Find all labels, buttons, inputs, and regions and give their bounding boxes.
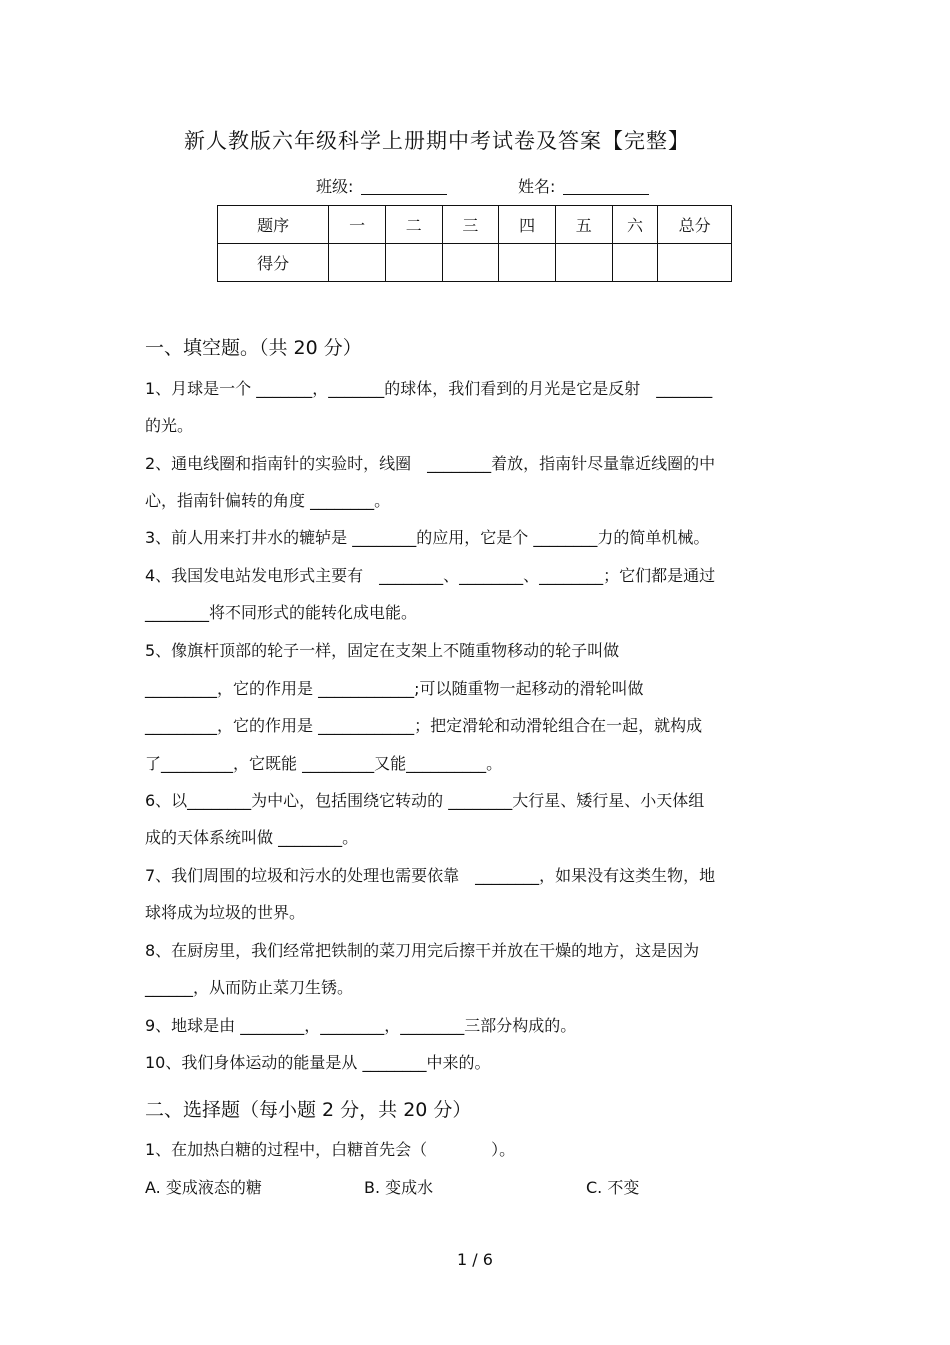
class-field xyxy=(316,174,447,197)
option-b[interactable]: B. 变成水 xyxy=(364,1178,434,1197)
page-number: 1 / 6 xyxy=(457,1250,493,1269)
question-line: 2、通电线圈和指南针的实验时，线圈 ________着放，指南针尽量靠近线圈的中 xyxy=(145,454,716,473)
question-line: 1、月球是一个 _______，_______的球体，我们看到的月光是它是反射 _______ xyxy=(145,379,713,398)
option-a[interactable]: A. 变成液态的糖 xyxy=(145,1178,262,1197)
score-cell[interactable] xyxy=(499,244,556,282)
header-cell: 总分 xyxy=(658,206,732,244)
header-cell: 四 xyxy=(499,206,556,244)
class-label: 班级: xyxy=(316,177,354,196)
header-cell: 题序 xyxy=(218,206,329,244)
question-line: 10、我们身体运动的能量是从 ________中来的。 xyxy=(145,1053,491,1072)
question-line: ______，从而防止菜刀生锈。 xyxy=(145,978,354,997)
question-line: 8、在厨房里，我们经常把铁制的菜刀用完后擦干并放在干燥的地方，这是因为 xyxy=(145,941,700,960)
question-line: _________，它的作用是 ____________；把定滑轮和动滑轮组合在一起，就构成 xyxy=(145,716,703,735)
score-row-label: 得分 xyxy=(218,244,329,282)
score-cell[interactable] xyxy=(442,244,499,282)
score-header-row xyxy=(218,206,732,244)
choice-question: 1、在加热白糖的过程中，白糖首先会（ ）。 xyxy=(145,1140,516,1159)
question-line: 了_________，它既能 _________又能__________。 xyxy=(145,754,503,773)
name-blank[interactable] xyxy=(563,178,649,195)
header-cell: 一 xyxy=(329,206,386,244)
name-field xyxy=(518,174,649,197)
header-cell: 五 xyxy=(555,206,612,244)
question-line: 7、我们周围的垃圾和污水的处理也需要依靠 ________，如果没有这类生物，地 xyxy=(145,866,716,885)
score-cell[interactable] xyxy=(658,244,732,282)
exam-title: 新人教版六年级科学上册期中考试卷及答案【完整】 xyxy=(184,129,690,153)
question-line: 的光。 xyxy=(145,416,194,435)
question-line: _________，它的作用是 ____________;可以随重物一起移动的滑轮叫做 xyxy=(145,679,644,698)
question-line: 9、地球是由 ________，________，________三部分构成的。 xyxy=(145,1016,577,1035)
score-cell[interactable] xyxy=(385,244,442,282)
question-line: 3、前人用来打井水的辘轳是 ________的应用，它是个 ________力的简单机械。 xyxy=(145,528,710,547)
question-line: ________将不同形式的能转化成电能。 xyxy=(145,603,418,622)
header-cell: 二 xyxy=(385,206,442,244)
score-cell[interactable] xyxy=(555,244,612,282)
section2-heading: 二、选择题（每小题 2 分，共 20 分） xyxy=(145,1099,472,1121)
header-cell: 三 xyxy=(442,206,499,244)
score-cell[interactable] xyxy=(612,244,658,282)
class-blank[interactable] xyxy=(361,178,447,195)
option-c[interactable]: C. 不变 xyxy=(586,1178,640,1197)
question-line: 成的天体系统叫做 ________。 xyxy=(145,828,359,847)
score-value-row xyxy=(218,244,732,282)
question-line: 6、以________为中心，包括围绕它转动的 ________大行星、矮行星、小天体组 xyxy=(145,791,705,810)
question-line: 5、像旗杆顶部的轮子一样，固定在支架上不随重物移动的轮子叫做 xyxy=(145,641,620,660)
score-table xyxy=(217,205,732,282)
name-label: 姓名: xyxy=(518,177,556,196)
header-cell: 六 xyxy=(612,206,658,244)
question-line: 心，指南针偏转的角度 ________。 xyxy=(145,491,391,510)
score-cell[interactable] xyxy=(329,244,386,282)
section1-heading: 一、填空题。（共 20 分） xyxy=(145,337,362,359)
question-line: 4、我国发电站发电形式主要有 ________、________、________；它们都是通过 xyxy=(145,566,716,585)
question-line: 球将成为垃圾的世界。 xyxy=(145,903,306,922)
